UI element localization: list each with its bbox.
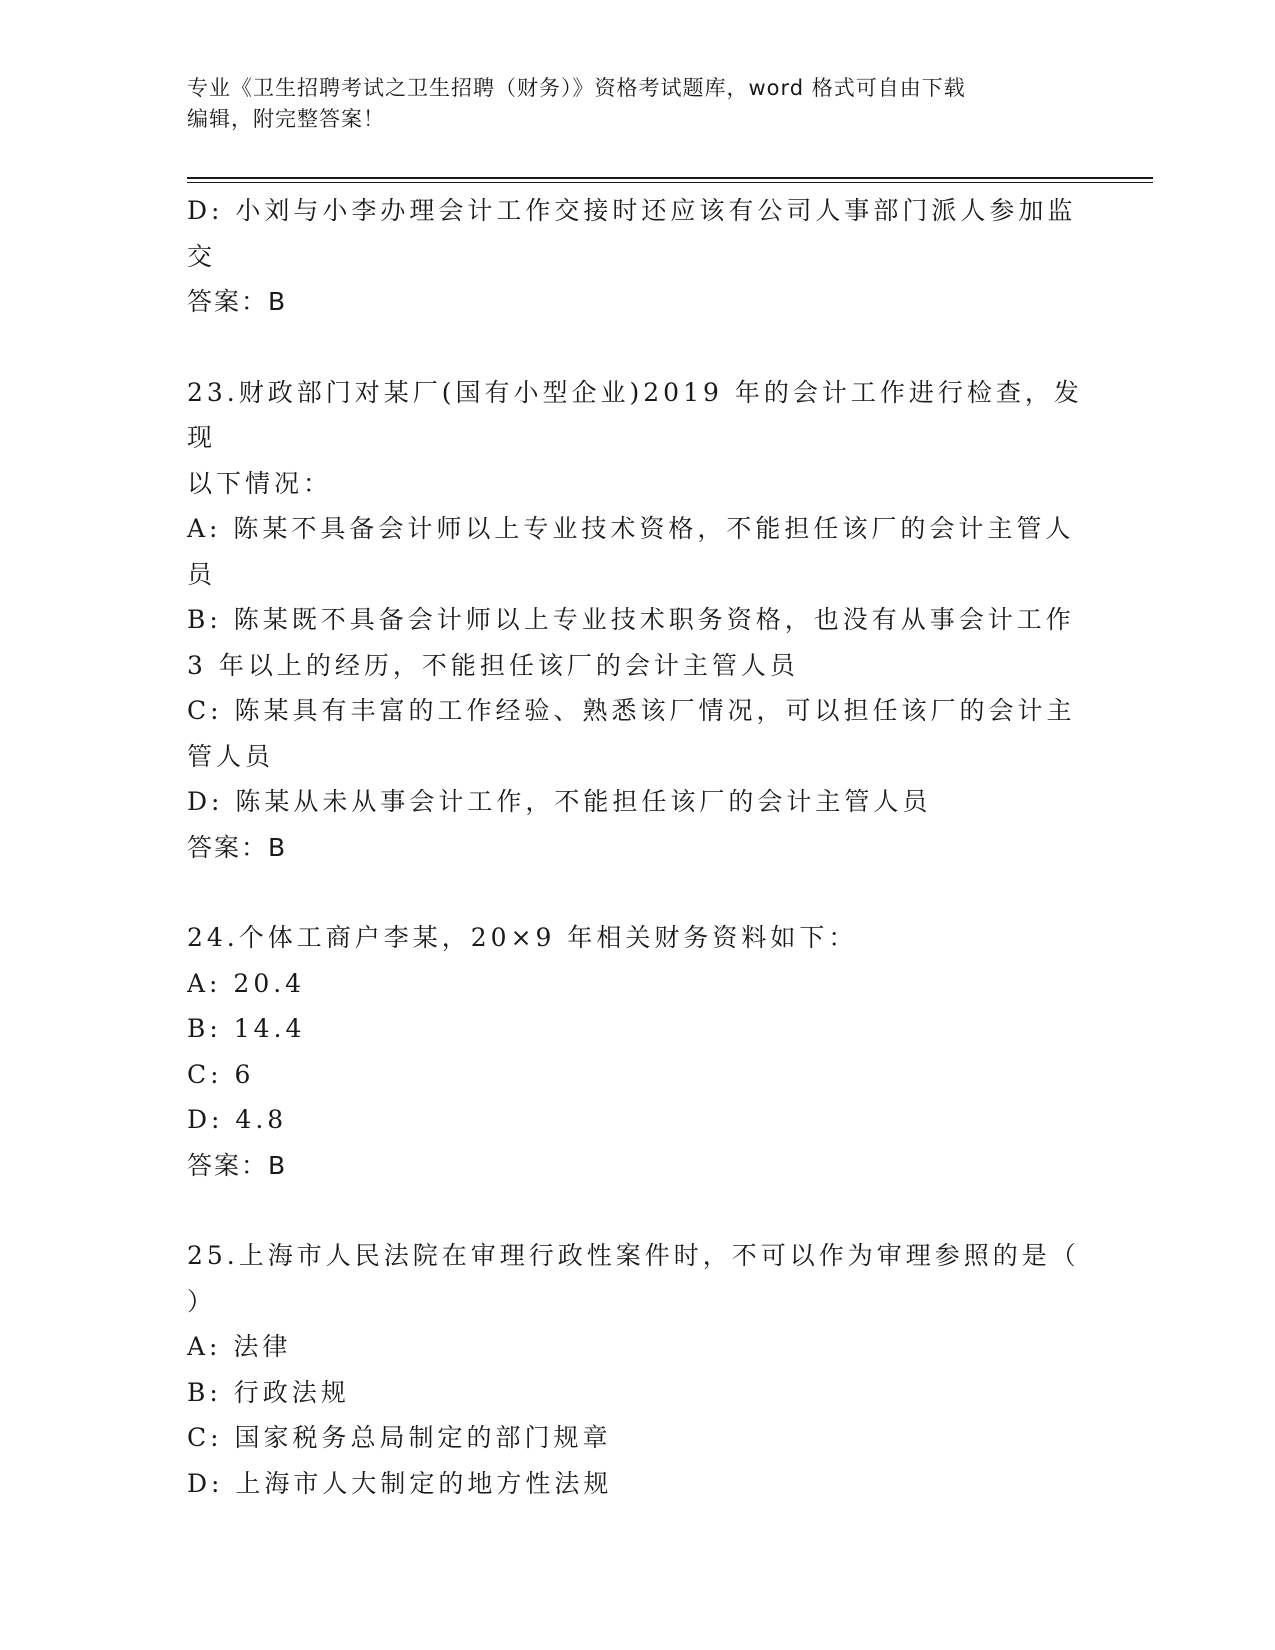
document-header xyxy=(187,73,1067,135)
option-d: D: 陈某从未从事会计工作，不能担任该厂的会计主管人员 xyxy=(187,787,932,816)
option-a: A: 法律 xyxy=(187,1332,292,1361)
option-d-line-1: D: 小刘与小李办理会计工作交接时还应该有公司人事部门派人参加监 xyxy=(187,196,1077,225)
question-24 xyxy=(187,915,1087,1188)
option-c: C: 国家税务总局制定的部门规章 xyxy=(187,1423,612,1452)
question-content xyxy=(187,188,1087,1506)
option-c-line-1: C: 陈某具有丰富的工作经验、熟悉该厂情况，可以担任该厂的会计主 xyxy=(187,696,1076,725)
option-c-line-2: 管人员 xyxy=(187,741,275,771)
answer-label: 答案：B xyxy=(187,287,288,316)
question-stem-line-1: 25.上海市人民法院在审理行政性案件时，不可以作为审理参照的是（ xyxy=(187,1241,1080,1270)
spacer xyxy=(187,1188,1087,1233)
spacer xyxy=(187,325,1087,370)
header-rule-thin xyxy=(187,182,1153,183)
option-b-line-1: B: 陈某既不具备会计师以上专业技术职务资格，也没有从事会计工作 xyxy=(187,605,1075,634)
option-b-line-2: 3 年以上的经历，不能担任该厂的会计主管人员 xyxy=(187,650,799,680)
question-stem-line-2: 以下情况： xyxy=(187,468,333,498)
option-a-line-2: 员 xyxy=(187,559,217,589)
option-b: B: 14.4 xyxy=(187,1014,306,1043)
header-line-2: 编辑，附完整答案！ xyxy=(187,107,385,131)
header-rule-thick xyxy=(187,177,1153,179)
option-a: A: 20.4 xyxy=(187,968,306,998)
option-a-line-1: A: 陈某不具备会计师以上专业技术资格，不能担任该厂的会计主管人 xyxy=(187,514,1075,543)
question-25 xyxy=(187,1233,1087,1506)
answer-label: 答案：B xyxy=(187,832,288,862)
option-c: C: 6 xyxy=(187,1059,255,1089)
option-d: D: 4.8 xyxy=(187,1105,288,1134)
option-d-line-2: 交 xyxy=(187,241,217,271)
question-stem: 24.个体工商户李某，20×9 年相关财务资料如下： xyxy=(187,923,858,952)
question-stem-line-2: ） xyxy=(187,1286,217,1316)
option-b: B: 行政法规 xyxy=(187,1377,350,1407)
question-23 xyxy=(187,370,1087,871)
header-line-1: 专业《卫生招聘考试之卫生招聘（财务）》资格考试题库，word 格式可自由下载 xyxy=(187,76,966,100)
question-22-tail xyxy=(187,188,1087,325)
option-d: D: 上海市人大制定的地方性法规 xyxy=(187,1468,613,1498)
answer-label: 答案：B xyxy=(187,1150,288,1180)
question-stem-line-1: 23.财政部门对某厂(国有小型企业)2019 年的会计工作进行检查，发现 xyxy=(187,377,1083,452)
spacer xyxy=(187,870,1087,915)
